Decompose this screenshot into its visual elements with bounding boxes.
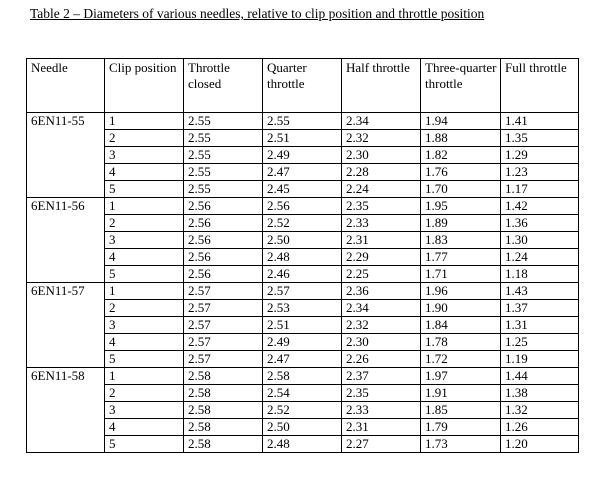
- needle-name-cell: 6EN11-57: [27, 283, 105, 368]
- clip-position-cell: 2: [105, 300, 184, 317]
- clip-position-cell: 3: [105, 147, 184, 164]
- throttle-closed-cell: 2.57: [184, 351, 263, 368]
- half-throttle-cell: 2.31: [342, 419, 421, 436]
- table-row: [27, 419, 579, 436]
- full-throttle-cell: 1.36: [501, 215, 579, 232]
- table-row: [27, 266, 579, 283]
- clip-position-cell: 1: [105, 283, 184, 300]
- table-row: [27, 164, 579, 181]
- full-throttle-cell: 1.18: [501, 266, 579, 283]
- quarter-throttle-cell: 2.47: [263, 351, 342, 368]
- header-full-throttle: Full throttle: [501, 59, 579, 113]
- three-quarter-throttle-cell: 1.89: [421, 215, 501, 232]
- full-throttle-cell: 1.20: [501, 436, 579, 453]
- throttle-closed-cell: 2.57: [184, 300, 263, 317]
- header-quarter-throttle: Quarter throttle: [263, 59, 342, 113]
- throttle-closed-cell: 2.55: [184, 181, 263, 198]
- half-throttle-cell: 2.32: [342, 317, 421, 334]
- table-row: [27, 436, 579, 453]
- clip-position-cell: 2: [105, 385, 184, 402]
- three-quarter-throttle-cell: 1.71: [421, 266, 501, 283]
- full-throttle-cell: 1.35: [501, 130, 579, 147]
- throttle-closed-cell: 2.57: [184, 283, 263, 300]
- half-throttle-cell: 2.33: [342, 215, 421, 232]
- three-quarter-throttle-cell: 1.94: [421, 113, 501, 130]
- throttle-closed-cell: 2.58: [184, 368, 263, 385]
- quarter-throttle-cell: 2.51: [263, 317, 342, 334]
- throttle-closed-cell: 2.56: [184, 198, 263, 215]
- clip-position-cell: 5: [105, 351, 184, 368]
- table-row: [27, 385, 579, 402]
- table-row: [27, 300, 579, 317]
- clip-position-cell: 3: [105, 402, 184, 419]
- throttle-closed-cell: 2.57: [184, 317, 263, 334]
- full-throttle-cell: 1.23: [501, 164, 579, 181]
- clip-position-cell: 1: [105, 113, 184, 130]
- three-quarter-throttle-cell: 1.77: [421, 249, 501, 266]
- quarter-throttle-cell: 2.51: [263, 130, 342, 147]
- three-quarter-throttle-cell: 1.97: [421, 368, 501, 385]
- half-throttle-cell: 2.34: [342, 300, 421, 317]
- clip-position-cell: 5: [105, 266, 184, 283]
- full-throttle-cell: 1.24: [501, 249, 579, 266]
- throttle-closed-cell: 2.55: [184, 147, 263, 164]
- half-throttle-cell: 2.36: [342, 283, 421, 300]
- half-throttle-cell: 2.35: [342, 198, 421, 215]
- quarter-throttle-cell: 2.58: [263, 368, 342, 385]
- half-throttle-cell: 2.34: [342, 113, 421, 130]
- table-row: [27, 181, 579, 198]
- throttle-closed-cell: 2.57: [184, 334, 263, 351]
- table-row: [27, 368, 579, 385]
- full-throttle-cell: 1.38: [501, 385, 579, 402]
- half-throttle-cell: 2.24: [342, 181, 421, 198]
- header-half-throttle: Half throttle: [342, 59, 421, 113]
- clip-position-cell: 5: [105, 436, 184, 453]
- table-row: [27, 283, 579, 300]
- quarter-throttle-cell: 2.57: [263, 283, 342, 300]
- throttle-closed-cell: 2.56: [184, 232, 263, 249]
- three-quarter-throttle-cell: 1.72: [421, 351, 501, 368]
- quarter-throttle-cell: 2.49: [263, 147, 342, 164]
- half-throttle-cell: 2.30: [342, 147, 421, 164]
- clip-position-cell: 2: [105, 215, 184, 232]
- full-throttle-cell: 1.41: [501, 113, 579, 130]
- half-throttle-cell: 2.26: [342, 351, 421, 368]
- header-throttle-closed: Throttle closed: [184, 59, 263, 113]
- half-throttle-cell: 2.33: [342, 402, 421, 419]
- three-quarter-throttle-cell: 1.84: [421, 317, 501, 334]
- throttle-closed-cell: 2.55: [184, 130, 263, 147]
- half-throttle-cell: 2.25: [342, 266, 421, 283]
- quarter-throttle-cell: 2.50: [263, 419, 342, 436]
- clip-position-cell: 4: [105, 164, 184, 181]
- full-throttle-cell: 1.43: [501, 283, 579, 300]
- throttle-closed-cell: 2.56: [184, 266, 263, 283]
- quarter-throttle-cell: 2.48: [263, 249, 342, 266]
- throttle-closed-cell: 2.58: [184, 436, 263, 453]
- full-throttle-cell: 1.19: [501, 351, 579, 368]
- table-row: [27, 113, 579, 130]
- full-throttle-cell: 1.17: [501, 181, 579, 198]
- throttle-closed-cell: 2.58: [184, 402, 263, 419]
- three-quarter-throttle-cell: 1.96: [421, 283, 501, 300]
- table-row: [27, 198, 579, 215]
- quarter-throttle-cell: 2.56: [263, 198, 342, 215]
- quarter-throttle-cell: 2.52: [263, 215, 342, 232]
- three-quarter-throttle-cell: 1.79: [421, 419, 501, 436]
- clip-position-cell: 4: [105, 419, 184, 436]
- quarter-throttle-cell: 2.55: [263, 113, 342, 130]
- full-throttle-cell: 1.30: [501, 232, 579, 249]
- clip-position-cell: 2: [105, 130, 184, 147]
- table-row: [27, 232, 579, 249]
- table-row: [27, 215, 579, 232]
- half-throttle-cell: 2.37: [342, 368, 421, 385]
- clip-position-cell: 3: [105, 317, 184, 334]
- quarter-throttle-cell: 2.46: [263, 266, 342, 283]
- quarter-throttle-cell: 2.49: [263, 334, 342, 351]
- throttle-closed-cell: 2.58: [184, 385, 263, 402]
- half-throttle-cell: 2.30: [342, 334, 421, 351]
- quarter-throttle-cell: 2.54: [263, 385, 342, 402]
- three-quarter-throttle-cell: 1.78: [421, 334, 501, 351]
- half-throttle-cell: 2.29: [342, 249, 421, 266]
- throttle-closed-cell: 2.56: [184, 249, 263, 266]
- full-throttle-cell: 1.42: [501, 198, 579, 215]
- clip-position-cell: 5: [105, 181, 184, 198]
- half-throttle-cell: 2.35: [342, 385, 421, 402]
- header-three-quarter-throttle: Three-quarter throttle: [421, 59, 501, 113]
- header-clip-position: Clip position: [105, 59, 184, 113]
- quarter-throttle-cell: 2.53: [263, 300, 342, 317]
- needle-diameter-table: [26, 58, 579, 453]
- three-quarter-throttle-cell: 1.83: [421, 232, 501, 249]
- clip-position-cell: 4: [105, 249, 184, 266]
- table-row: [27, 351, 579, 368]
- full-throttle-cell: 1.32: [501, 402, 579, 419]
- throttle-closed-cell: 2.55: [184, 164, 263, 181]
- three-quarter-throttle-cell: 1.73: [421, 436, 501, 453]
- clip-position-cell: 1: [105, 198, 184, 215]
- clip-position-cell: 1: [105, 368, 184, 385]
- three-quarter-throttle-cell: 1.88: [421, 130, 501, 147]
- full-throttle-cell: 1.29: [501, 147, 579, 164]
- quarter-throttle-cell: 2.48: [263, 436, 342, 453]
- needle-name-cell: 6EN11-56: [27, 198, 105, 283]
- header-needle: Needle: [27, 59, 105, 113]
- table-row: [27, 130, 579, 147]
- three-quarter-throttle-cell: 1.95: [421, 198, 501, 215]
- half-throttle-cell: 2.31: [342, 232, 421, 249]
- throttle-closed-cell: 2.55: [184, 113, 263, 130]
- quarter-throttle-cell: 2.50: [263, 232, 342, 249]
- quarter-throttle-cell: 2.45: [263, 181, 342, 198]
- table-caption: Table 2 – Diameters of various needles, relative to clip position and throttle position: [30, 6, 485, 21]
- three-quarter-throttle-cell: 1.90: [421, 300, 501, 317]
- needle-name-cell: 6EN11-58: [27, 368, 105, 453]
- table-row: [27, 147, 579, 164]
- half-throttle-cell: 2.27: [342, 436, 421, 453]
- clip-position-cell: 3: [105, 232, 184, 249]
- three-quarter-throttle-cell: 1.91: [421, 385, 501, 402]
- full-throttle-cell: 1.31: [501, 317, 579, 334]
- table-row: [27, 334, 579, 351]
- table-row: [27, 249, 579, 266]
- full-throttle-cell: 1.44: [501, 368, 579, 385]
- three-quarter-throttle-cell: 1.85: [421, 402, 501, 419]
- clip-position-cell: 4: [105, 334, 184, 351]
- throttle-closed-cell: 2.56: [184, 215, 263, 232]
- half-throttle-cell: 2.28: [342, 164, 421, 181]
- full-throttle-cell: 1.25: [501, 334, 579, 351]
- throttle-closed-cell: 2.58: [184, 419, 263, 436]
- table-body: [27, 113, 579, 453]
- full-throttle-cell: 1.26: [501, 419, 579, 436]
- three-quarter-throttle-cell: 1.82: [421, 147, 501, 164]
- half-throttle-cell: 2.32: [342, 130, 421, 147]
- full-throttle-cell: 1.37: [501, 300, 579, 317]
- header-row: [27, 59, 579, 113]
- table-row: [27, 402, 579, 419]
- three-quarter-throttle-cell: 1.70: [421, 181, 501, 198]
- needle-name-cell: 6EN11-55: [27, 113, 105, 198]
- quarter-throttle-cell: 2.52: [263, 402, 342, 419]
- quarter-throttle-cell: 2.47: [263, 164, 342, 181]
- table-row: [27, 317, 579, 334]
- three-quarter-throttle-cell: 1.76: [421, 164, 501, 181]
